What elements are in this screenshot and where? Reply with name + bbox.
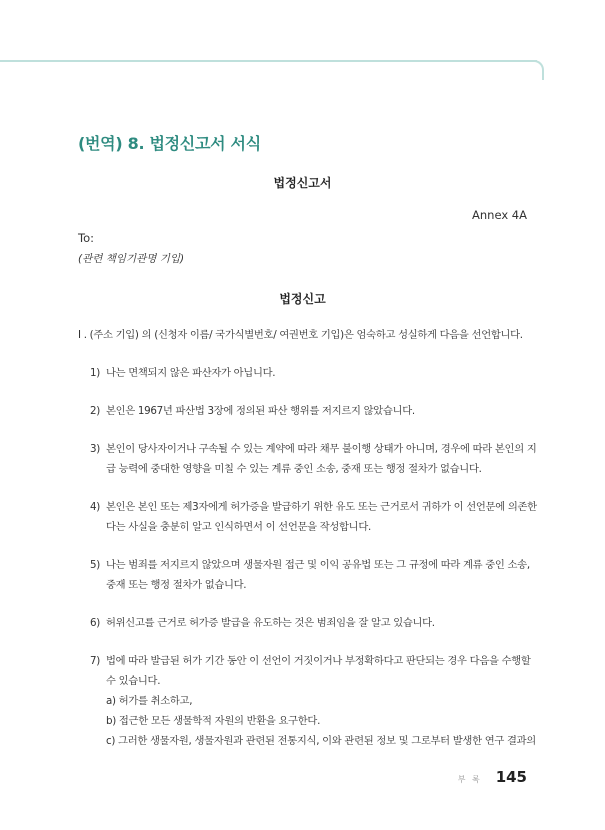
form-title: 법정신고서 (273, 176, 332, 190)
item-text: 본인이 당사자이거나 구속될 수 있는 계약에 따라 채무 불이행 상태가 아니며, 경우에 따라 본인의 지급 능력에 중대한 영향을 미칠 수 있는 계류 중인 소송, 중재 또는 행정 절차가 없습니다. (106, 443, 537, 475)
declaration-title: 법정신고 (279, 292, 326, 306)
item-number: 5) (90, 559, 100, 571)
footer-section-label: 부 록 (457, 775, 482, 784)
item-number: 6) (90, 617, 100, 629)
declaration-intro: I . (주소 기입) 의 (신청자 이름/ 국가식별번호/ 여권번호 기입)은 엄숙하고 성실하게 다음을 선언합니다. (78, 329, 523, 341)
addressee-placeholder: (관련 책임기관명 기입) (78, 253, 185, 265)
page-number: 145 (495, 768, 527, 786)
declaration-item (90, 555, 538, 595)
page-footer (458, 768, 527, 786)
item-text: 나는 면책되지 않은 파산자가 아닙니다. (106, 367, 276, 379)
header-rule-corner (530, 60, 544, 80)
item-text: 허위신고를 근거로 허가증 발급을 유도하는 것은 범죄임을 잘 알고 있습니다. (106, 617, 435, 629)
declaration-item (90, 613, 538, 633)
declaration-item (90, 363, 538, 383)
sub-item: a) 허가를 취소하고, (106, 695, 193, 707)
annex-label: Annex 4A (472, 208, 527, 222)
section-title: (번역) 8. 법정신고서 서식 (78, 134, 261, 153)
declaration-item (90, 439, 538, 479)
to-label: To: (78, 231, 94, 245)
item-number: 7) (90, 655, 100, 667)
item-number: 2) (90, 405, 100, 417)
item-text: 본인은 1967년 파산법 3장에 정의된 파산 행위를 저지르지 않았습니다. (106, 405, 415, 417)
declaration-item (90, 497, 538, 537)
sub-item: c) 그러한 생물자원, 생물자원과 관련된 전통지식, 이와 관련된 정보 및 그로부터 발생한 연구 결과의 (106, 735, 536, 747)
item-number: 4) (90, 501, 100, 513)
item-text: 나는 범죄를 저지르지 않았으며 생물자원 접근 및 이익 공유법 또는 그 규정에 따라 계류 중인 소송, 중재 또는 행정 절차가 없습니다. (106, 559, 530, 591)
item-number: 3) (90, 443, 100, 455)
declaration-item (90, 401, 538, 421)
declaration-item (90, 651, 538, 751)
item-number: 1) (90, 367, 100, 379)
item-text: 법에 따라 발급된 허가 기간 동안 이 선언이 거짓이거나 부정확하다고 판단되는 경우 다음을 수행할 수 있습니다. (106, 655, 531, 687)
item-text: 본인은 본인 또는 제3자에게 허가증을 발급하기 위한 유도 또는 근거로서 귀하가 이 선언문에 의존한다는 사실을 충분히 알고 인식하면서 이 선언문을 작성합니다. (106, 501, 537, 533)
declaration-body (78, 325, 538, 751)
header-rule (0, 60, 537, 62)
sub-item: b) 접근한 모든 생물학적 자원의 반환을 요구한다. (106, 715, 321, 727)
